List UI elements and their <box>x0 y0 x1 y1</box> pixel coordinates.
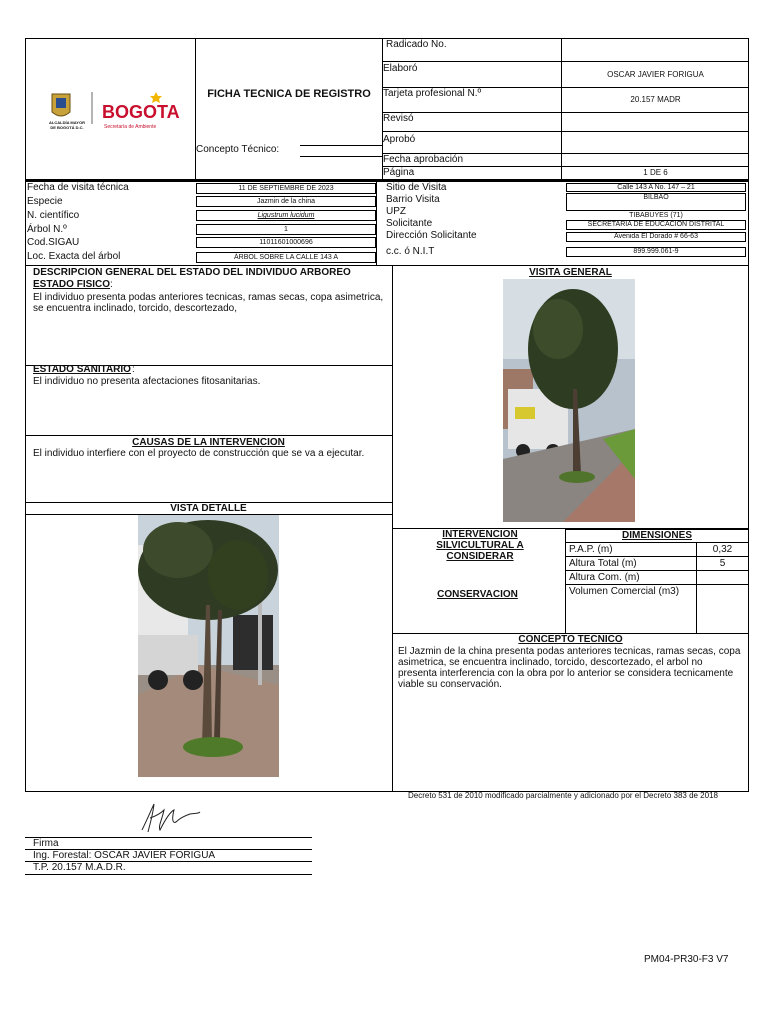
descripcion-heading: DESCRIPCION GENERAL DEL ESTADO DEL INDIVIDUO ARBOREO <box>33 267 351 278</box>
altura-total-label: Altura Total (m) <box>569 558 637 569</box>
vista-detalle-photo <box>138 515 279 777</box>
solicitante-value: SECRETARIA DE EDUCACION DISTRITAL <box>566 220 746 230</box>
estado-sanitario-text: El individuo no presenta afectaciones fitosanitarias. <box>33 376 261 387</box>
aprobo-label: Aprobó <box>383 134 416 145</box>
causas-text: El individuo interfiere con el proyecto de construcción que se va a ejecutar. <box>33 448 365 459</box>
especie-label: Especie <box>27 196 63 207</box>
causas-label: CAUSAS DE LA INTERVENCION <box>132 437 285 448</box>
visita-general-label: VISITA GENERAL <box>529 267 612 278</box>
nombre-cientifico-value: Ligustrum lucidum <box>196 210 376 221</box>
firma-ingeniero: Ing. Forestal: OSCAR JAVIER FORIGUA <box>33 850 216 861</box>
loc-exacta-label: Loc. Exacta del árbol <box>27 251 121 262</box>
intervencion-value: CONSERVACION <box>437 589 518 600</box>
intervencion-label: INTERVENCION SILVICULTURAL A CONSIDERAR <box>436 529 524 562</box>
doc-code: PM04-PR30-F3 V7 <box>644 954 729 965</box>
dimensiones-label: DIMENSIONES <box>621 530 692 541</box>
logo-left-text-1: ALCALDÍA MAYOR <box>49 120 85 125</box>
altura-total-value: 5 <box>719 558 726 569</box>
visit-left-table <box>25 182 376 264</box>
pap-label: P.A.P. (m) <box>569 544 613 555</box>
nit-value: 899.999.061-9 <box>566 247 746 257</box>
upz-label: UPZ <box>386 206 406 217</box>
pap-value: 0,32 <box>712 544 733 555</box>
nombre-cientifico-label: N. científico <box>27 210 80 221</box>
decreto-note: Decreto 531 de 2010 modificado parcialmente y adicionado por el Decreto 383 de 2018 <box>408 791 718 800</box>
estado-sanitario-label: ESTADO SANITARIO <box>33 364 131 375</box>
logo-brand: BOGOTA <box>102 102 180 122</box>
concepto-label: Concepto Técnico: <box>196 144 280 155</box>
elaboro-value: OSCAR JAVIER FORIGUA <box>607 70 704 79</box>
solicitante-label: Solicitante <box>386 218 433 229</box>
sitio-visita-value: Calle 143 A No. 147 – 21 <box>566 183 746 192</box>
direccion-solicitante-value: Avenida El Dorado # 66-63 <box>566 232 746 242</box>
signature-image <box>138 800 203 836</box>
pagina-label: Página <box>383 167 415 178</box>
visita-general-photo <box>503 279 635 522</box>
barrio-visita-value: BILBAO <box>566 193 746 211</box>
estado-sanitario-colon: : <box>132 364 135 375</box>
cod-sigau-label: Cod.SIGAU <box>27 237 80 248</box>
visit-right-table <box>384 182 749 264</box>
concepto-tecnico-text: El Jazmin de la china presenta podas anteriores tecnicas, ramas secas, copa asimetrica, se encuentra inclinado, torcido, descortezado, el arbol no presenta interferencia con la obra por lo anterior se considera tecnicamente viable su conservación. <box>398 646 741 690</box>
estado-fisico-label: ESTADO FISICO <box>33 279 111 290</box>
fecha-visita-label: Fecha de visita técnica <box>27 182 129 193</box>
volumen-comercial-label: Volumen Comercial (m3) <box>569 586 680 597</box>
logo <box>44 88 184 132</box>
pagina-value: 1 DE 6 <box>643 168 668 177</box>
sitio-visita-label: Sitio de Visita <box>386 182 447 193</box>
firma-tarjeta: T.P. 20.157 M.A.D.R. <box>33 862 126 873</box>
estado-fisico-text: El individuo presenta podas anteriores tecnicas, ramas secas, copa asimetrica, se encuentra inclinado, torcido, descortezado, <box>33 292 384 314</box>
elaboro-label: Elaboró <box>383 63 418 74</box>
form-title: FICHA TECNICA DE REGISTRO <box>207 88 371 100</box>
arbol-numero-label: Árbol N.º <box>27 224 67 235</box>
cod-sigau-value: 11011601000696 <box>196 237 376 248</box>
radicado-label: Radicado No. <box>386 39 447 50</box>
fecha-visita-value: 11 DE SEPTIEMBRE DE 2023 <box>196 183 376 194</box>
barrio-visita-label: Barrio Visita <box>386 194 440 205</box>
arbol-numero-value: 1 <box>196 224 376 235</box>
tarjeta-label: Tarjeta profesional N.º <box>383 88 482 99</box>
fecha-aprobacion-label: Fecha aprobación <box>383 154 464 165</box>
firma-label: Firma <box>33 838 59 849</box>
direccion-solicitante-label: Dirección Solicitante <box>386 230 477 241</box>
reviso-label: Revisó <box>383 113 414 124</box>
estado-fisico-colon: : <box>110 279 113 290</box>
nit-label: c.c. ó N.I.T <box>386 246 435 257</box>
upz-value: TIBABUYES (71) <box>629 212 683 219</box>
logo-sub: Secretaría de Ambiente <box>104 124 157 130</box>
vista-detalle-label: VISTA DETALLE <box>170 503 247 514</box>
altura-com-label: Altura Com. (m) <box>569 572 640 583</box>
logo-left-text-2: DE BOGOTÁ D.C. <box>50 125 84 130</box>
loc-exacta-value: ÁRBOL SOBRE LA CALLE 143 A <box>196 252 376 263</box>
tarjeta-value: 20.157 MADR <box>630 95 681 104</box>
concepto-tecnico-label: CONCEPTO TECNICO <box>518 634 623 645</box>
especie-value: Jazmin de la china <box>196 196 376 207</box>
